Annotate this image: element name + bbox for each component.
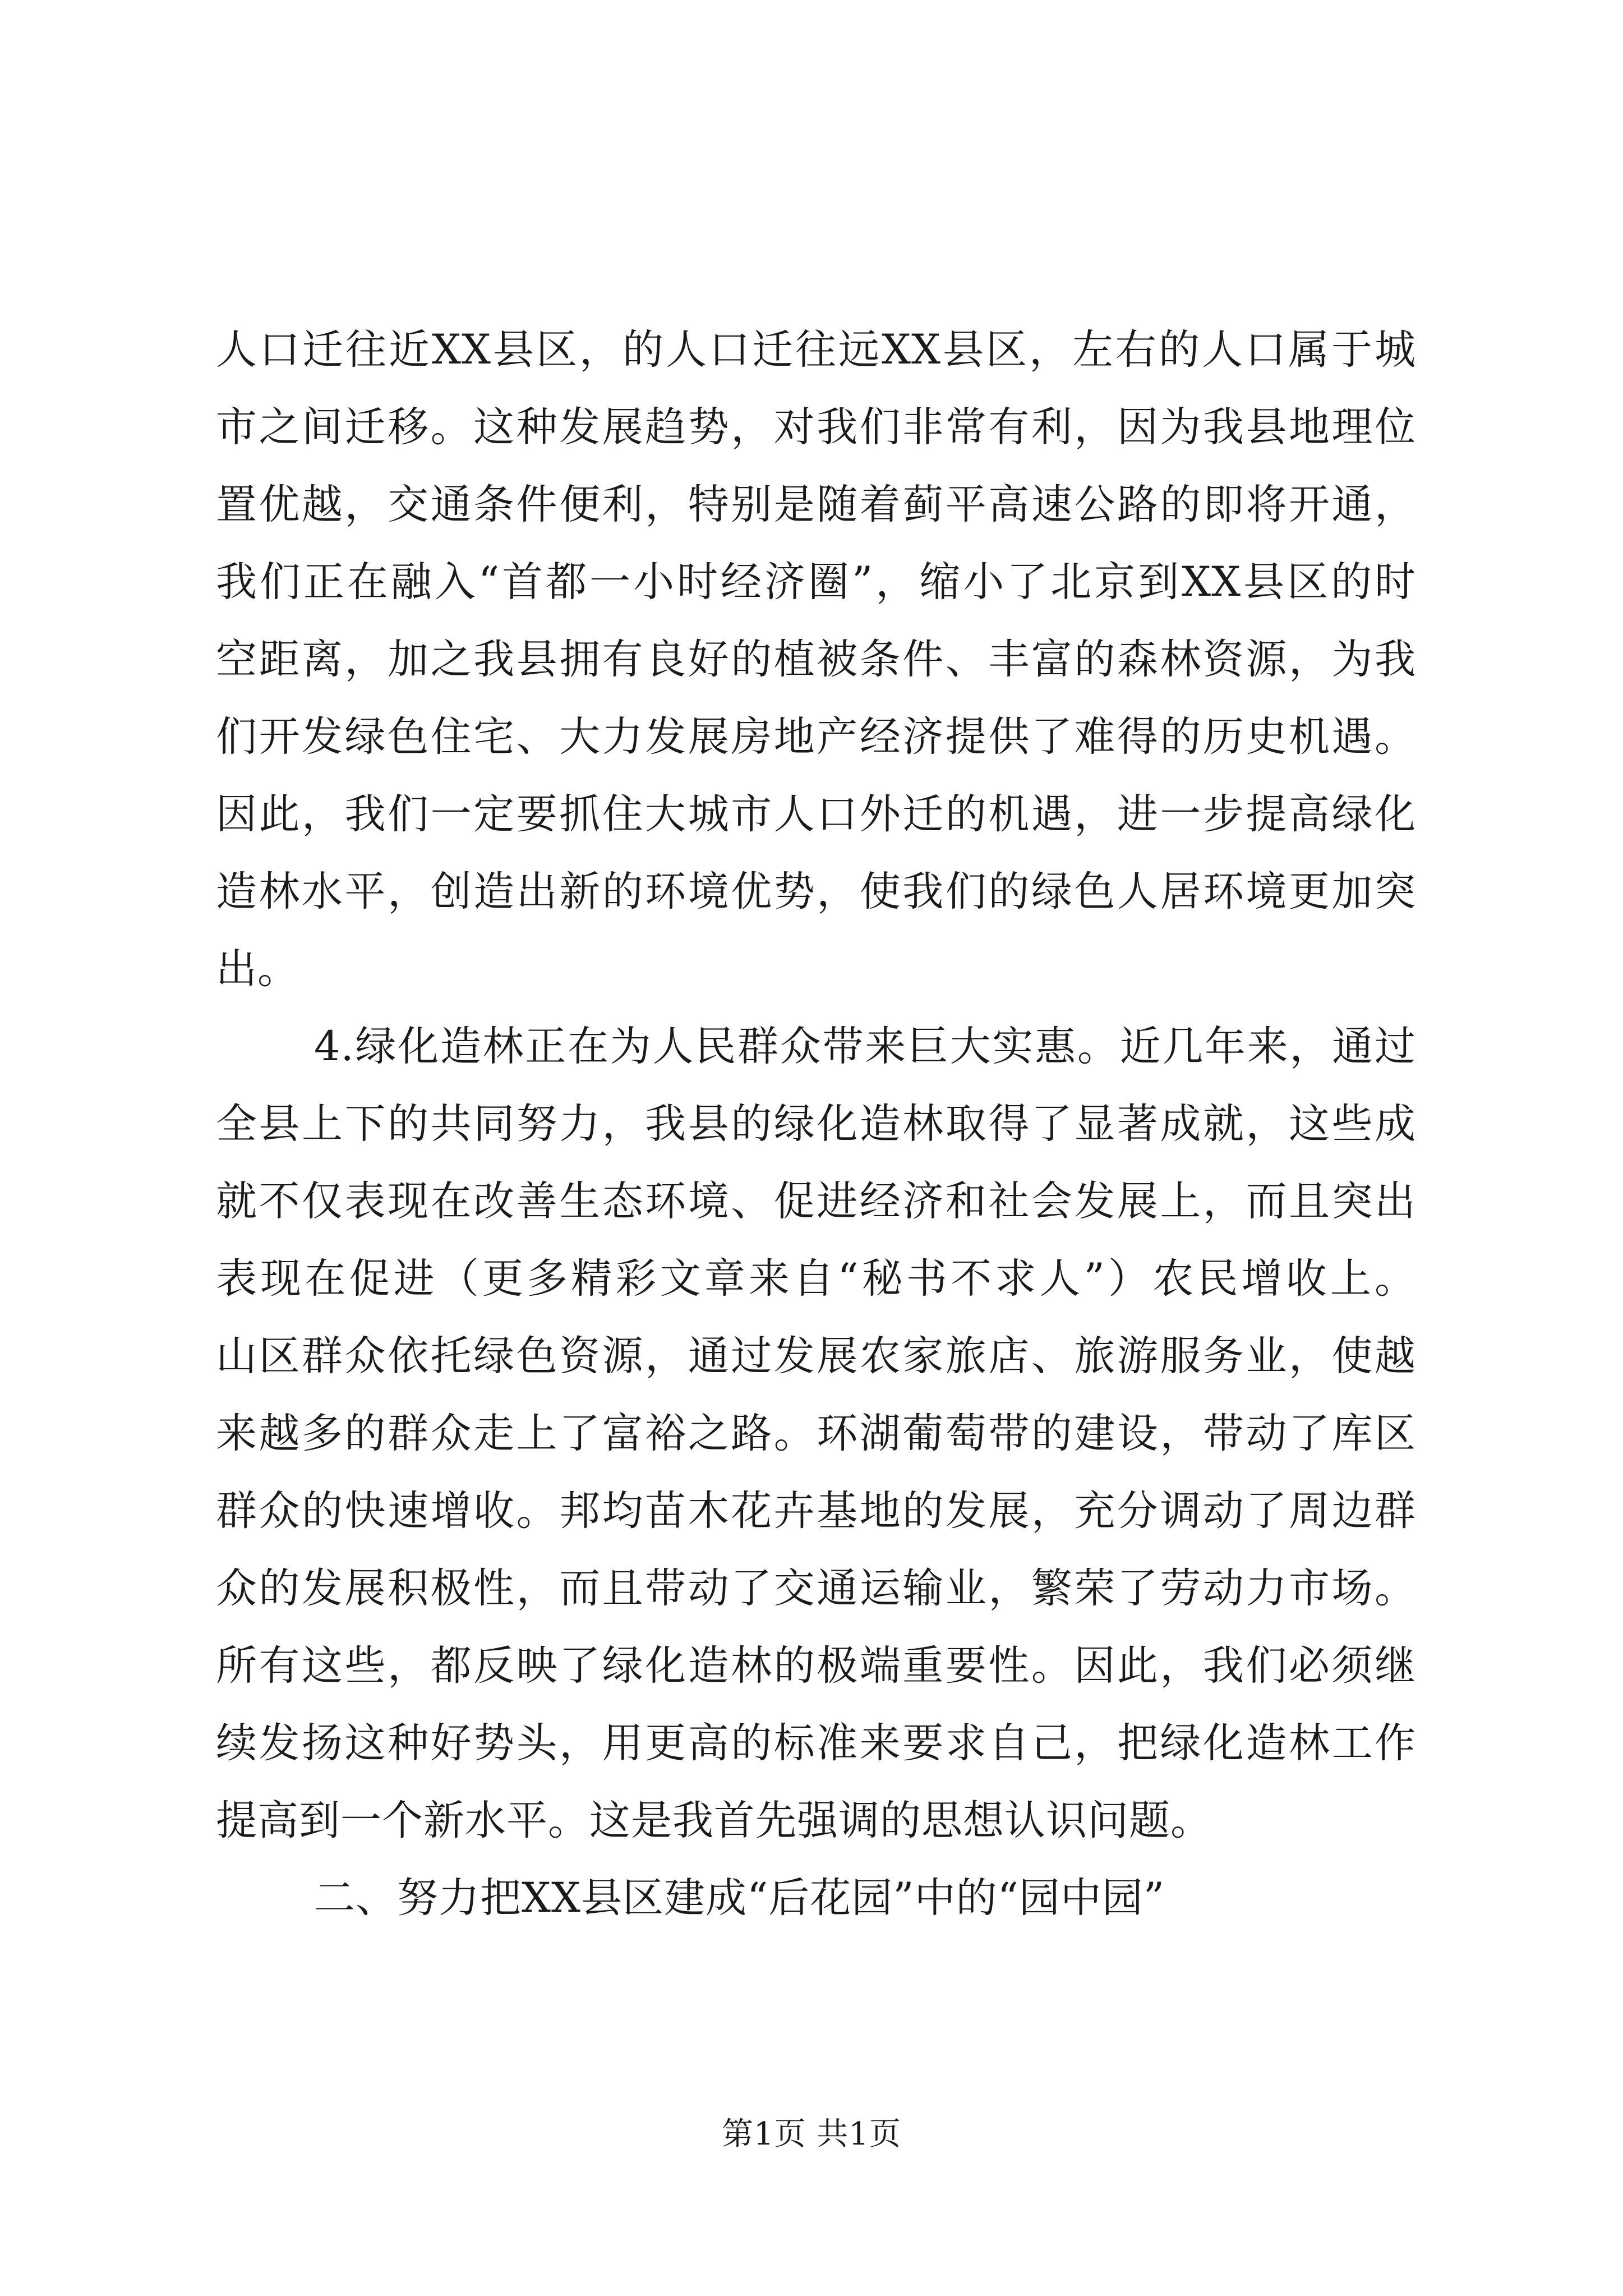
text-line-20: 提高到一个新水平。这是我首先强调的思想认识问题。 <box>216 1797 1212 1844</box>
text-line-2: 市之间迁移。这种发展趋势，对我们非常有利，因为我县地理位 <box>216 403 1416 451</box>
text-line-18: 所有这些，都反映了绿化造林的极端重要性。因此，我们必须继 <box>216 1642 1416 1690</box>
text-line-10: 4.绿化造林正在为人民群众带来巨大实惠。近几年来，通过 <box>314 1023 1416 1070</box>
text-line-12: 就不仅表现在改善生态环境、促进经济和社会发展上，而且突出 <box>216 1177 1416 1225</box>
text-line-6: 们开发绿色住宅、大力发展房地产经济提供了难得的历史机遇。 <box>216 713 1416 761</box>
body-text <box>216 311 1416 1937</box>
page-footer: 第1页 共1页 <box>721 2116 902 2152</box>
section-heading: 二、努力把XX县区建成“后花园”中的“园中园” <box>314 1874 1165 1922</box>
text-line-14: 山区群众依托绿色资源，通过发展农家旅店、旅游服务业，使越 <box>216 1332 1416 1380</box>
text-line-4: 我们正在融入“首都一小时经济圈”，缩小了北京到XX县区的时 <box>216 558 1416 606</box>
text-line-1: 人口迁往近XX县区，的人口迁往远XX县区，左右的人口属于城 <box>216 326 1416 374</box>
text-line-7: 因此，我们一定要抓住大城市人口外迁的机遇，进一步提高绿化 <box>216 790 1416 838</box>
text-line-13: 表现在促进（更多精彩文章来自“秘书不求人”）农民增收上。 <box>216 1255 1416 1303</box>
text-line-3: 置优越，交通条件便利，特别是随着蓟平高速公路的即将开通， <box>216 481 1416 528</box>
text-line-11: 全县上下的共同努力，我县的绿化造林取得了显著成就，这些成 <box>216 1100 1416 1148</box>
text-line-19: 续发扬这种好势头，用更高的标准来要求自己，把绿化造林工作 <box>216 1719 1416 1767</box>
text-line-5: 空距离，加之我县拥有良好的植被条件、丰富的森林资源，为我 <box>216 636 1416 683</box>
text-line-16: 群众的快速增收。邦均苗木花卉基地的发展，充分调动了周边群 <box>216 1487 1416 1535</box>
text-line-17: 众的发展积极性，而且带动了交通运输业，繁荣了劳动力市场。 <box>216 1565 1416 1612</box>
text-line-8: 造林水平，创造出新的环境优势，使我们的绿色人居环境更加突 <box>216 868 1416 915</box>
text-line-9: 出。 <box>216 945 299 993</box>
text-line-15: 来越多的群众走上了富裕之路。环湖葡萄带的建设，带动了库区 <box>216 1410 1416 1457</box>
